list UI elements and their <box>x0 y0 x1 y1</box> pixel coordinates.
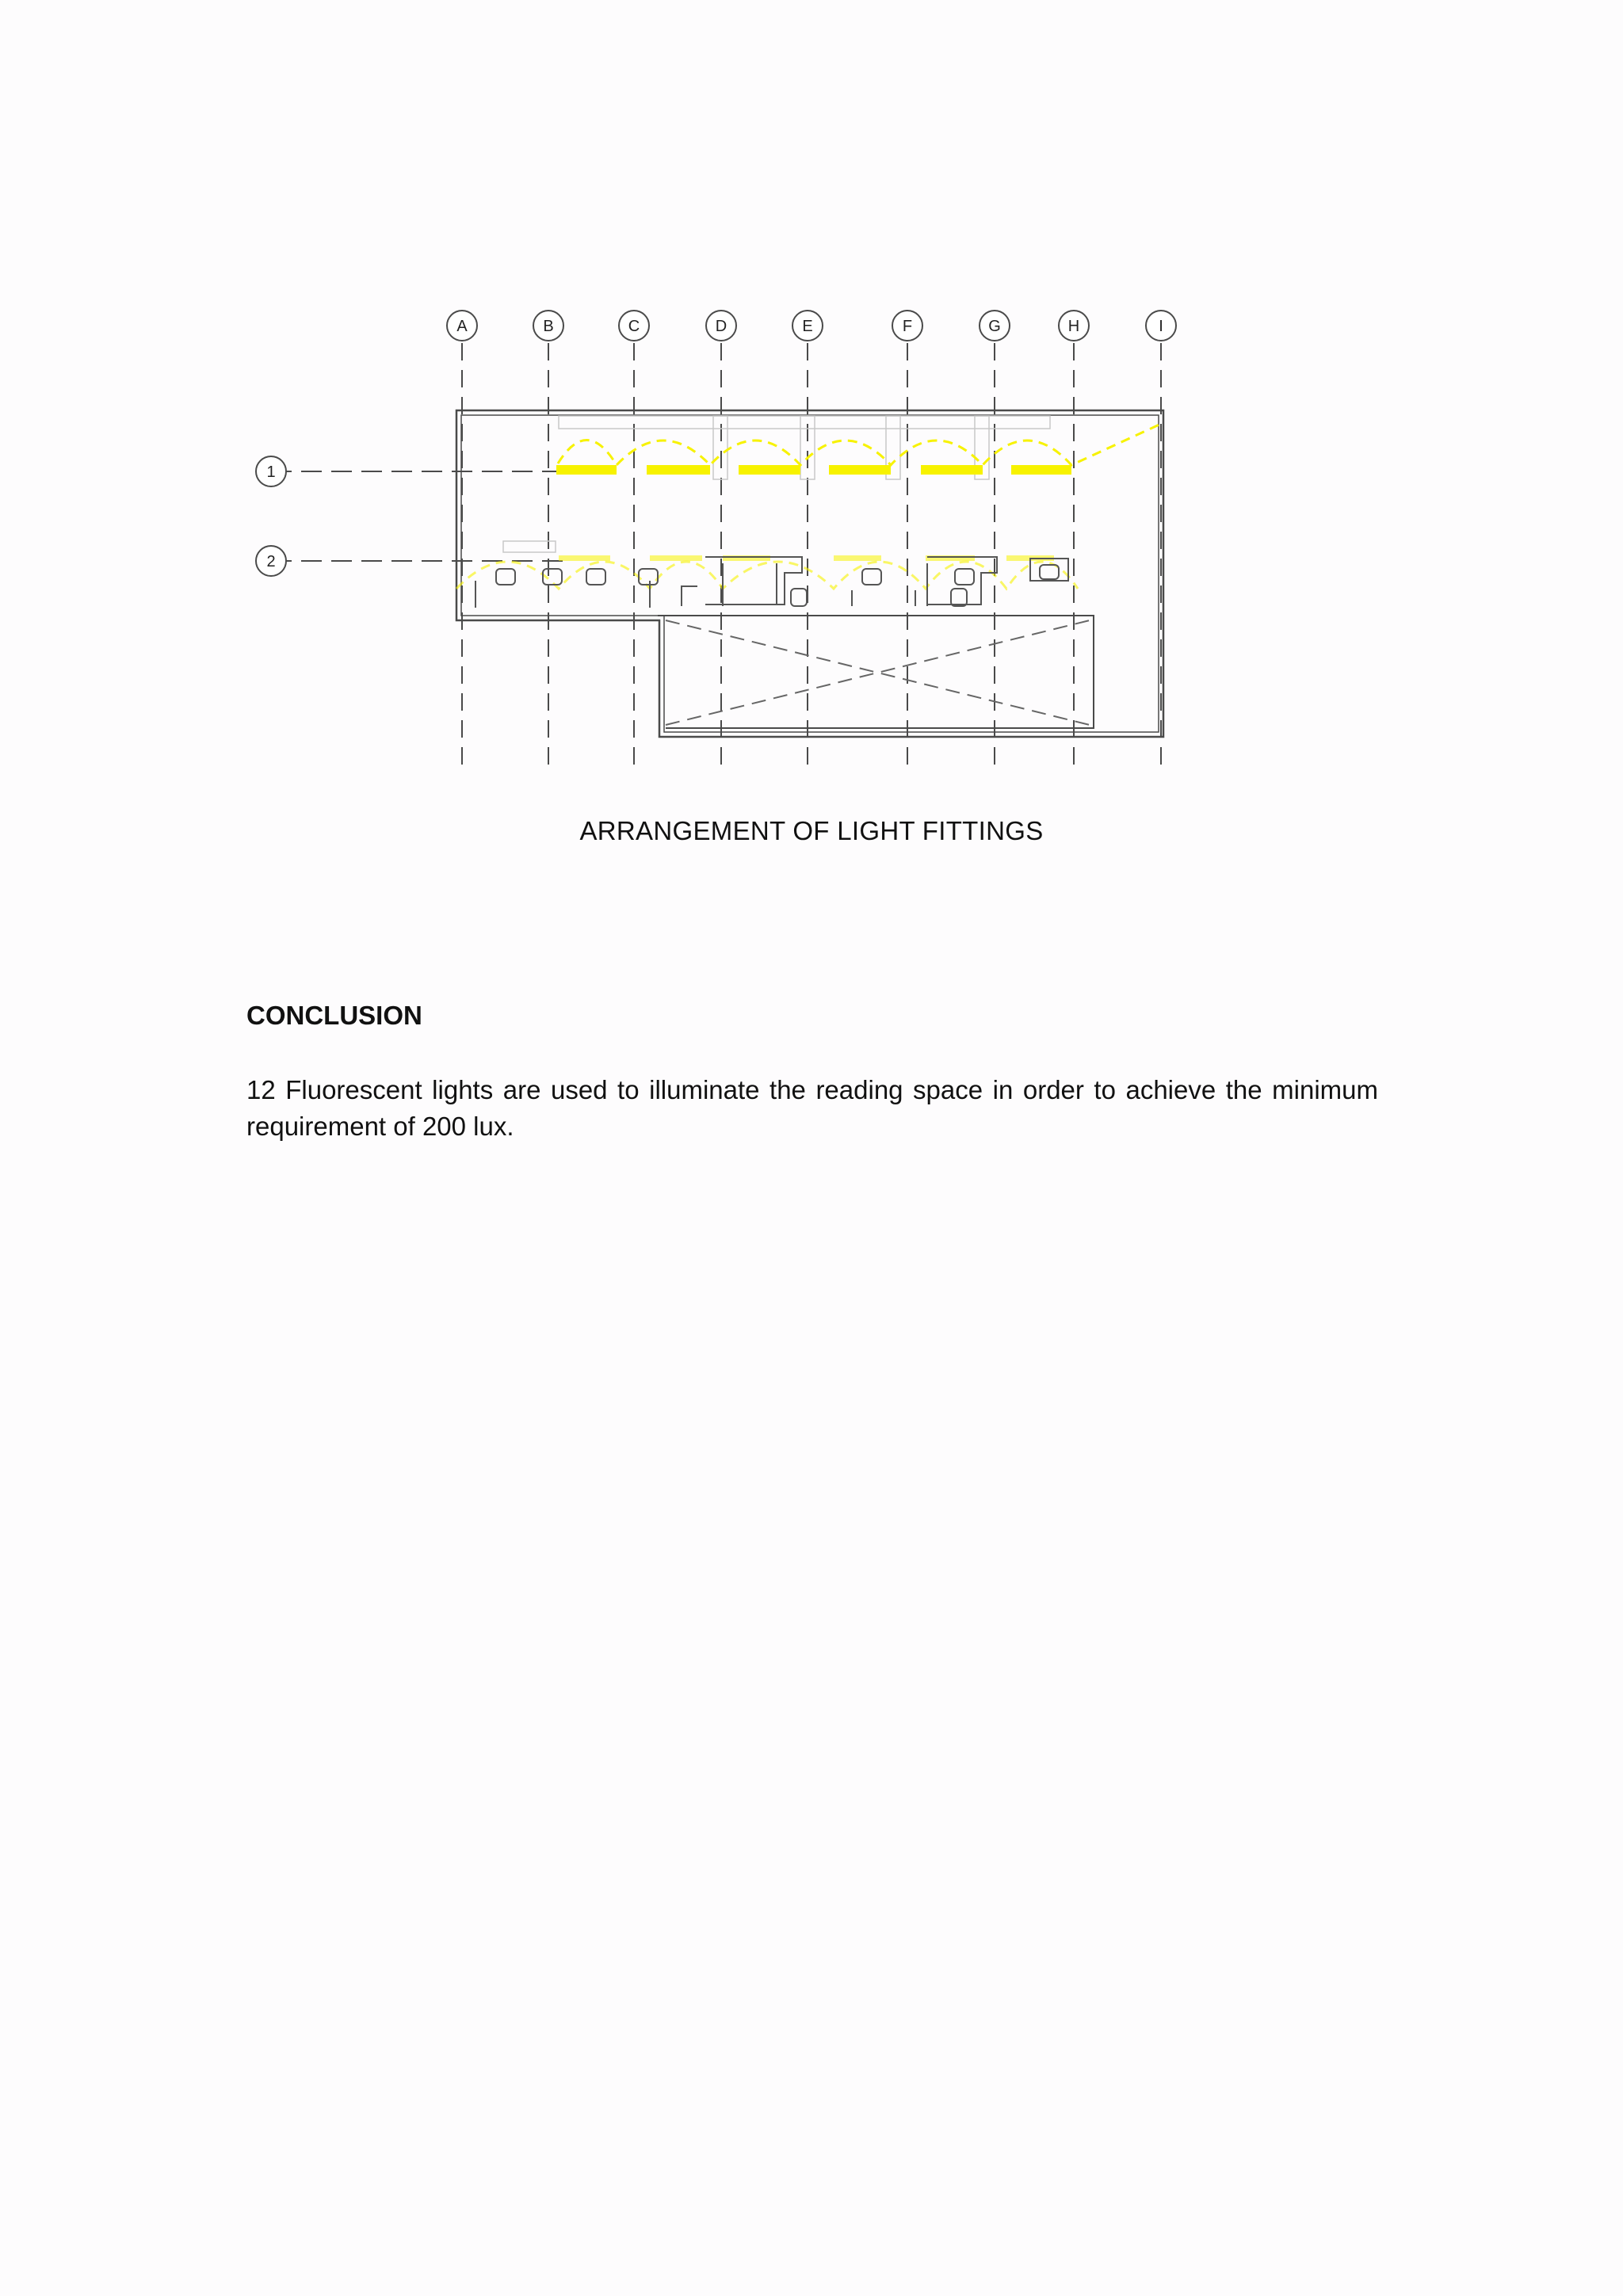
grid-label: E <box>802 318 813 335</box>
fluorescent-light <box>650 555 702 561</box>
light-fittings-plan <box>238 297 1205 784</box>
grid-label: A <box>456 318 468 335</box>
chair-icon <box>586 569 605 585</box>
grid-bubble-i <box>1146 311 1176 341</box>
grid-bubble-2 <box>256 546 286 576</box>
grid-bubble-b <box>533 311 563 341</box>
fluorescent-light <box>1011 465 1071 475</box>
grid-bubble-1 <box>256 456 286 486</box>
figure-caption: ARRANGEMENT OF LIGHT FITTINGS <box>579 816 1044 845</box>
fluorescent-light <box>556 465 617 475</box>
grid-label: C <box>628 318 640 335</box>
grid-bubble-e <box>792 311 823 341</box>
ceiling-partitions <box>503 416 1050 552</box>
chair-icon <box>791 589 807 606</box>
grid-label: 2 <box>266 553 276 570</box>
conclusion-paragraph: 12 Fluorescent lights are used to illuminate the reading space in order to achieve the minimum requirement of 200 lux. <box>246 1075 1378 1141</box>
grid-bubble-c <box>619 311 649 341</box>
column-grid-bubbles <box>447 311 1176 341</box>
desk-cluster <box>705 557 802 605</box>
fluorescent-light <box>559 555 610 561</box>
open-void-area <box>666 620 1090 725</box>
coverage-arc-row-1 <box>558 424 1161 465</box>
grid-label: H <box>1067 318 1080 335</box>
chair-icon <box>862 569 881 585</box>
row-grid-bubbles <box>256 456 286 576</box>
chair-icon <box>955 569 974 585</box>
conclusion-heading: CONCLUSION <box>246 1001 422 1030</box>
floor-plan-drawing <box>238 297 1205 784</box>
grid-bubble-a <box>447 311 477 341</box>
fluorescent-light <box>647 465 710 475</box>
chair-icon <box>951 589 967 606</box>
grid-label: F <box>902 318 913 335</box>
grid-label: D <box>715 318 727 335</box>
grid-bubble-f <box>892 311 922 341</box>
grid-label: I <box>1159 318 1163 335</box>
grid-bubble-h <box>1059 311 1089 341</box>
desk-cluster <box>927 557 997 605</box>
grid-label: 1 <box>266 463 276 481</box>
grid-bubble-g <box>980 311 1010 341</box>
fluorescent-light <box>834 555 881 561</box>
fluorescent-light <box>739 465 800 475</box>
chair-icon <box>639 569 658 585</box>
chair-icon <box>496 569 515 585</box>
row-grid-lines <box>271 471 563 561</box>
fluorescent-light <box>829 465 891 475</box>
fluorescent-light <box>921 465 983 475</box>
grid-label: G <box>988 318 1001 335</box>
grid-bubble-d <box>706 311 736 341</box>
grid-label: B <box>543 318 554 335</box>
light-coverage-arcs <box>456 424 1161 589</box>
